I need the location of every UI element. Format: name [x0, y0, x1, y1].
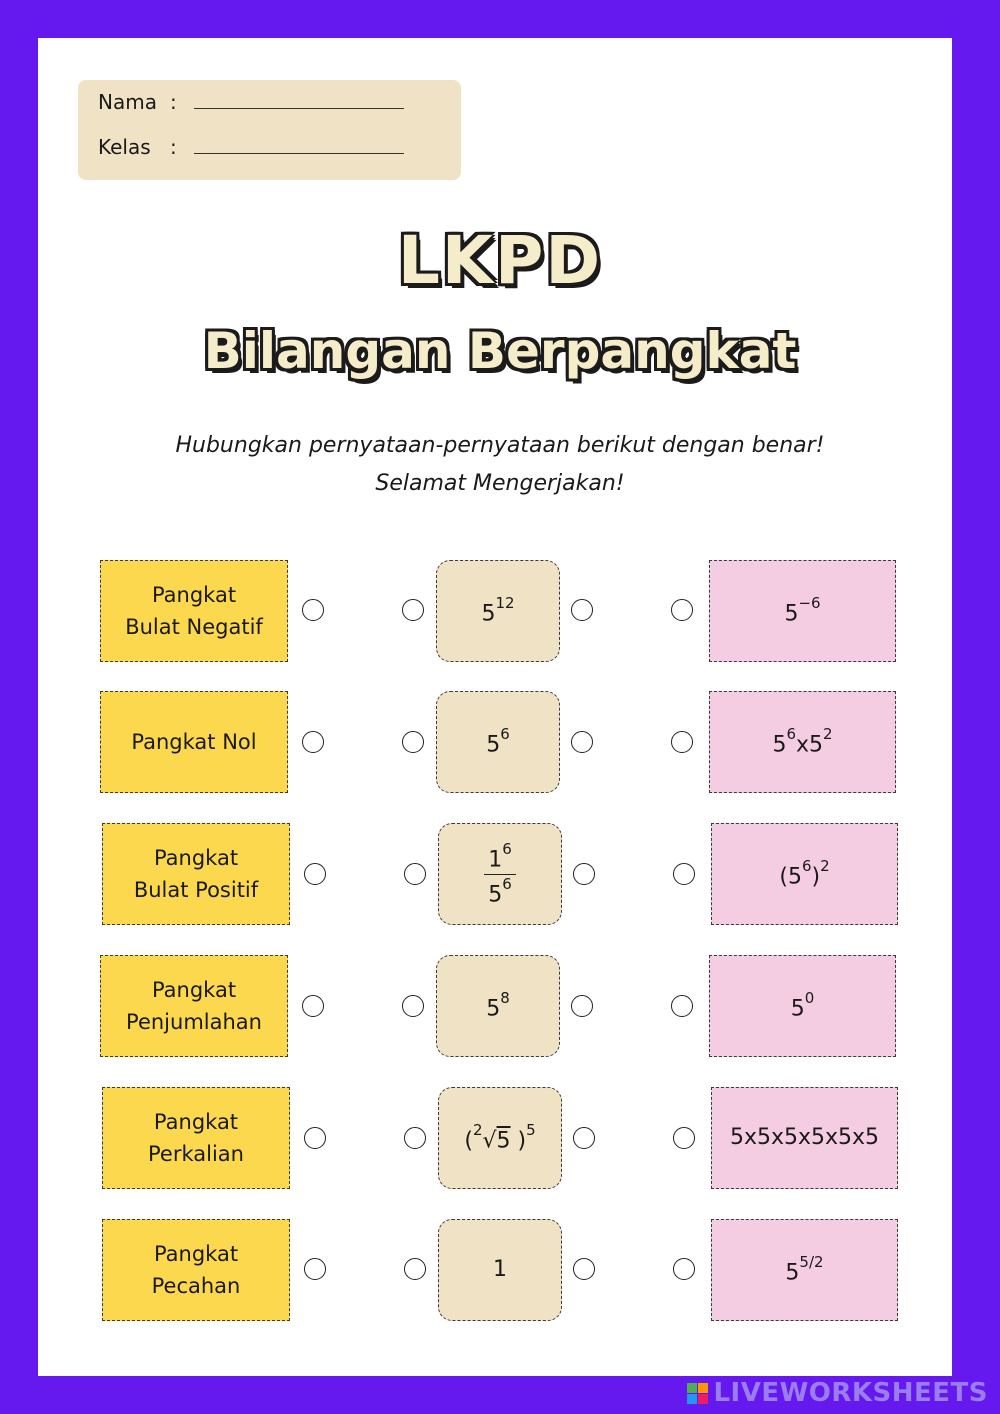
middle-card-1-connector-right[interactable]	[571, 599, 593, 621]
right-card-5[interactable]	[711, 1087, 898, 1189]
middle-card-4-connector-left[interactable]	[402, 995, 424, 1017]
middle-card-2-connector-right[interactable]	[571, 731, 593, 753]
middle-card-1-connector-left[interactable]	[402, 599, 424, 621]
left-card-1-line2: Bulat Negatif	[125, 615, 263, 639]
middle-card-5-connector-right[interactable]	[573, 1127, 595, 1149]
right-card-4-connector[interactable]	[671, 995, 693, 1017]
left-card-3-connector[interactable]	[304, 863, 326, 885]
left-card-2[interactable]	[100, 691, 288, 793]
middle-card-1-expression: $5^{12}$	[481, 594, 515, 627]
middle-card-6-connector-left[interactable]	[404, 1258, 426, 1280]
left-card-1[interactable]	[100, 560, 288, 662]
left-card-6[interactable]	[102, 1219, 290, 1321]
middle-card-3-connector-right[interactable]	[573, 863, 595, 885]
left-card-4[interactable]	[100, 955, 288, 1057]
left-card-6-line2: Pecahan	[151, 1274, 241, 1298]
right-card-5-expression: 5x5x5x5x5x5	[729, 1125, 880, 1150]
name-label: Nama	[98, 90, 157, 114]
watermark-text: LIVEWORKSHEETS	[713, 1378, 988, 1408]
middle-card-6-expression: 1	[493, 1257, 507, 1282]
right-card-5-connector[interactable]	[673, 1127, 695, 1149]
root-index: 2	[472, 1121, 483, 1140]
middle-card-3[interactable]	[438, 823, 562, 925]
right-card-3[interactable]	[711, 823, 898, 925]
left-card-5[interactable]	[102, 1087, 290, 1189]
student-identity-box	[78, 80, 461, 180]
middle-card-5-expression: ($^2$√5 )$^5$	[464, 1121, 536, 1154]
right-card-1[interactable]	[709, 560, 896, 662]
class-colon: :	[170, 135, 177, 159]
left-card-4-connector[interactable]	[302, 995, 324, 1017]
middle-card-2[interactable]	[436, 691, 560, 793]
instruction-line-1: Hubungkan pernyataan-pernyataan berikut dengan benar!	[175, 433, 825, 458]
right-card-6[interactable]	[711, 1219, 898, 1321]
name-row	[98, 90, 404, 114]
class-row	[98, 135, 404, 159]
right-card-3-connector[interactable]	[673, 863, 695, 885]
right-card-6-connector[interactable]	[673, 1258, 695, 1280]
left-card-1-connector[interactable]	[302, 599, 324, 621]
left-card-3-line1: Pangkat	[153, 846, 239, 870]
left-card-5-line2: Perkalian	[148, 1142, 244, 1166]
middle-card-6-connector-right[interactable]	[573, 1258, 595, 1280]
middle-card-6[interactable]	[438, 1219, 562, 1321]
liveworksheets-watermark	[687, 1378, 988, 1408]
right-card-2-expression: $5^6x5^2$	[772, 725, 833, 758]
left-card-3[interactable]	[102, 823, 290, 925]
class-blank-line[interactable]	[194, 135, 404, 154]
name-colon: :	[170, 90, 177, 114]
right-card-3-expression: $(5^6)^2$	[779, 857, 830, 890]
middle-card-3-fraction: $\frac{1^6}{5^6}$	[484, 840, 516, 908]
left-card-6-line1: Pangkat	[153, 1242, 239, 1266]
left-card-2-line1: Pangkat Nol	[131, 730, 257, 754]
right-card-2-connector[interactable]	[671, 731, 693, 753]
middle-card-4[interactable]	[436, 955, 560, 1057]
middle-card-2-expression: $5^6$	[486, 725, 510, 758]
right-card-1-connector[interactable]	[671, 599, 693, 621]
left-card-4-line1: Pangkat	[151, 978, 237, 1002]
right-card-4-expression: $5^0$	[790, 989, 815, 1022]
middle-card-3-connector-left[interactable]	[404, 863, 426, 885]
left-card-6-connector[interactable]	[304, 1258, 326, 1280]
right-card-6-expression: $5^{5/2}$	[785, 1253, 824, 1286]
left-card-2-connector[interactable]	[302, 731, 324, 753]
middle-card-4-connector-right[interactable]	[571, 995, 593, 1017]
left-card-5-line1: Pangkat	[153, 1110, 239, 1134]
left-card-5-connector[interactable]	[304, 1127, 326, 1149]
page-title: LKPD	[397, 222, 603, 299]
middle-card-1[interactable]	[436, 560, 560, 662]
left-card-3-line2: Bulat Positif	[133, 878, 259, 902]
middle-card-4-expression: $5^8$	[486, 989, 510, 1022]
middle-card-2-connector-left[interactable]	[402, 731, 424, 753]
name-blank-line[interactable]	[194, 90, 404, 109]
right-card-1-expression: $5^{-6}$	[784, 594, 821, 627]
left-card-4-line2: Penjumlahan	[126, 1010, 262, 1034]
class-label: Kelas	[98, 135, 151, 159]
liveworksheets-logo-icon	[687, 1383, 709, 1405]
middle-card-5-connector-left[interactable]	[404, 1127, 426, 1149]
right-card-4[interactable]	[709, 955, 896, 1057]
right-card-2[interactable]	[709, 691, 896, 793]
middle-card-5[interactable]	[438, 1087, 562, 1189]
instruction-line-2: Selamat Mengerjakan!	[375, 471, 625, 496]
page-subtitle: Bilangan Berpangkat	[203, 322, 797, 380]
left-card-1-line1: Pangkat	[151, 583, 237, 607]
